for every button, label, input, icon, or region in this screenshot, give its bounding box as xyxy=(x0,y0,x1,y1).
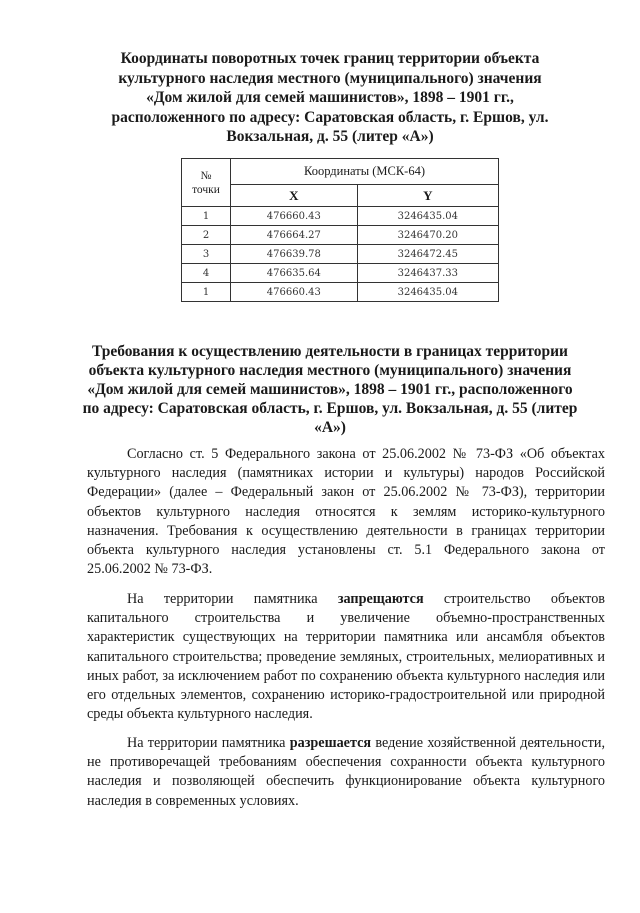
coordinates-header: Координаты (МСК-64) xyxy=(231,159,499,185)
point-number-header xyxy=(182,159,231,207)
legal-basis-paragraph: Согласно ст. 5 Федерального закона от 25.06.2002 № 73-ФЗ «Об объектах культурного наследия (памятниках истории и культуры) народов Российской Федерации» (далее – Федеральный закон от 25.06.2002 № 73-ФЗ), территории объектов культурного наследия относятся к землям историко-культурного назначения. Требования к осуществлению деятельности в границах территории объекта культурного наследия установлены ст. 5.1 Федерального закона от 25.06.2002 № 73-ФЗ. xyxy=(87,446,605,578)
point-number-symbol: № xyxy=(200,169,212,182)
table-row xyxy=(182,226,499,245)
point-number-cell: 1 xyxy=(182,283,231,302)
x-value-cell: 476664.27 xyxy=(231,226,358,245)
point-number-cell: 2 xyxy=(182,226,231,245)
x-value-cell: 476660.43 xyxy=(231,283,358,302)
y-value-cell: 3246435.04 xyxy=(357,207,498,226)
prohibitions-paragraph xyxy=(87,590,605,724)
permissions-text: ведение хозяйственной деятельности, не противоречащей требованиям обеспечения сохранности объекта культурного наследия и позволяющей обеспечить функционирование объекта культурного наследия в современных условиях. xyxy=(87,735,605,809)
point-number-label: точки xyxy=(192,183,220,196)
table-row xyxy=(182,264,499,283)
point-number-cell: 3 xyxy=(182,245,231,264)
permissions-keyword: разрешается xyxy=(289,735,372,751)
table-row xyxy=(182,207,499,226)
coordinates-heading: Координаты поворотных точек границ территории объекта культурного наследия местного (муниципального) значения «Дом жилой для семей машинистов», 1898 – 1901 гг., расположенного по адресу: Саратовская область, г. Ершов, ул. Вокзальная, д. 55 (литер «А») xyxy=(111,50,549,145)
prohibitions-intro: На территории памятника xyxy=(127,591,338,607)
table-row xyxy=(182,245,499,264)
x-value-cell: 476635.64 xyxy=(231,264,358,283)
permissions-intro: На территории памятника xyxy=(127,735,290,751)
y-value-cell: 3246435.04 xyxy=(357,283,498,302)
permissions-paragraph xyxy=(87,734,605,811)
point-number-cell: 4 xyxy=(182,264,231,283)
y-value-cell: 3246437.33 xyxy=(357,264,498,283)
coordinates-table xyxy=(181,158,499,302)
requirements-heading: Требования к осуществлению деятельности в границах территории объекта культурного наследия местного (муниципального) значения «Дом жилой для семей машинистов», 1898 – 1901 гг., расположенного по адресу: Саратовская область, г. Ершов, ул. Вокзальная, д. 55 (литер «А») xyxy=(82,343,578,436)
prohibitions-keyword: запрещаются xyxy=(337,591,424,607)
point-number-cell: 1 xyxy=(182,207,231,226)
table-row xyxy=(182,283,499,302)
x-value-cell: 476639.78 xyxy=(231,245,358,264)
y-column-header: Y xyxy=(357,185,498,207)
x-column-header: X xyxy=(231,185,358,207)
y-value-cell: 3246470.20 xyxy=(357,226,498,245)
prohibitions-text: строительство объектов капитального строительства и увеличение объемно-пространственных характеристик существующих на территории памятника или ансамбля объектов капитального строительства; проведение земляных, строительных, мелиоративных и иных работ, за исключением работ по сохранению объекта культурного наследия или его отдельных элементов, сохранению историко-градостроительной или природной среды объекта культурного наследия. xyxy=(87,591,605,723)
y-value-cell: 3246472.45 xyxy=(357,245,498,264)
x-value-cell: 476660.43 xyxy=(231,207,358,226)
